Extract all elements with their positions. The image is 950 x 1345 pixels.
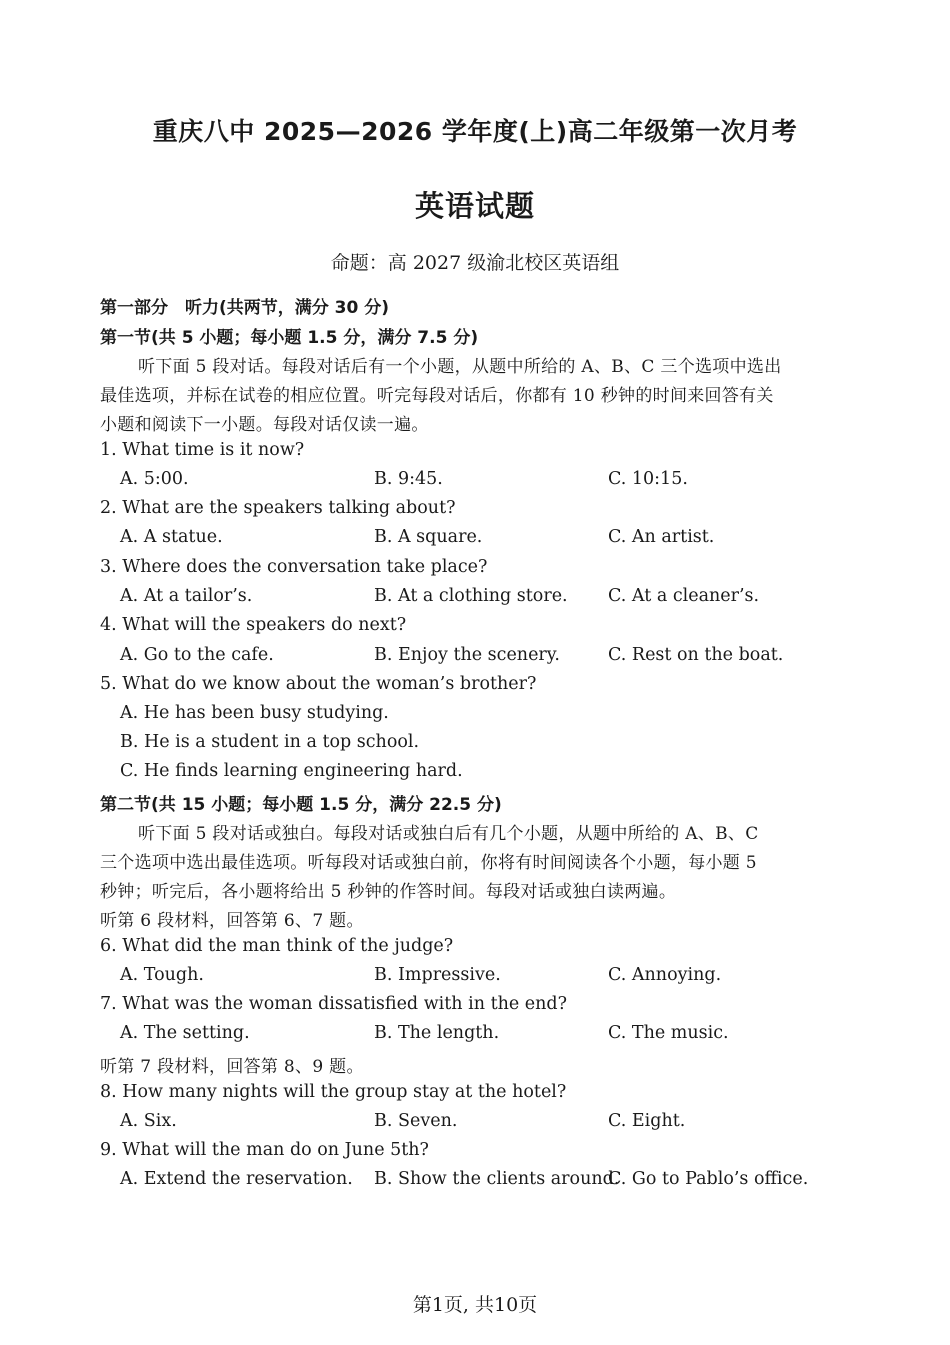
option-b: B. He is a student in a top school. (120, 732, 420, 752)
option-b: B. Enjoy the scenery. (374, 645, 560, 665)
author-line: 命题：高 2027 级渝北校区英语组 (330, 252, 620, 274)
option-b: B. 9:45. (374, 469, 443, 489)
page-number: 第1页, 共10页 (412, 1294, 538, 1316)
question-stem: 9. What will the man do on June 5th? (100, 1140, 429, 1160)
option-a: A. A statue. (120, 527, 223, 547)
section2-heading: 第二节(共 15 小题；每小题 1.5 分，满分 22.5 分) (100, 795, 502, 815)
question-stem: 6. What did the man think of the judge? (100, 936, 454, 956)
material-instruction: 听第 7 段材料，回答第 8、9 题。 (100, 1057, 364, 1077)
question-stem: 2. What are the speakers talking about? (100, 498, 456, 518)
option-a: A. At a tailor’s. (120, 586, 253, 606)
section1-instruction-line: 最佳选项，并标在试卷的相应位置。听完每段对话后，你都有 10 秒钟的时间来回答有关 (100, 386, 774, 406)
option-b: B. Show the clients around. (374, 1169, 620, 1189)
option-b: B. Seven. (374, 1111, 458, 1131)
section2-instruction-line: 三个选项中选出最佳选项。听每段对话或独白前，你将有时间阅读各个小题，每小题 5 (100, 853, 757, 873)
material-instruction: 听第 6 段材料，回答第 6、7 题。 (100, 911, 364, 931)
option-a: A. Tough. (120, 965, 204, 985)
option-c: C. Annoying. (608, 965, 722, 985)
part1-heading: 第一部分 听力(共两节，满分 30 分) (100, 298, 390, 318)
option-b: B. A square. (374, 527, 483, 547)
option-c: C. An artist. (608, 527, 715, 547)
option-c: C. Eight. (608, 1111, 686, 1131)
option-c: C. At a cleaner’s. (608, 586, 760, 606)
option-a: A. Extend the reservation. (120, 1169, 353, 1189)
option-b: B. At a clothing store. (374, 586, 568, 606)
subject-title: 英语试题 (414, 189, 535, 223)
option-c: C. The music. (608, 1023, 729, 1043)
option-c: C. Go to Pablo’s office. (608, 1169, 809, 1189)
school-title: 重庆八中 2025—2026 学年度(上)高二年级第一次月考 (152, 117, 798, 146)
option-b: B. The length. (374, 1023, 500, 1043)
section1-instruction-line: 听下面 5 段对话。每段对话后有一个小题，从题中所给的 A、B、C 三个选项中选出 (138, 357, 782, 377)
section2-instruction-line: 听下面 5 段对话或独白。每段对话或独白后有几个小题，从题中所给的 A、B、C (138, 824, 759, 844)
option-a: A. He has been busy studying. (120, 703, 389, 723)
question-stem: 4. What will the speakers do next? (100, 615, 407, 635)
section1-heading: 第一节(共 5 小题；每小题 1.5 分，满分 7.5 分) (100, 328, 479, 348)
question-stem: 1. What time is it now? (100, 440, 305, 460)
section2-instruction-line: 秒钟；听完后，各小题将给出 5 秒钟的作答时间。每段对话或独白读两遍。 (100, 882, 677, 902)
option-a: A. Six. (120, 1111, 177, 1131)
option-c: C. He finds learning engineering hard. (120, 761, 463, 781)
question-stem: 8. How many nights will the group stay at the hotel? (100, 1082, 567, 1102)
section1-instruction-line: 小题和阅读下一小题。每段对话仅读一遍。 (100, 415, 429, 435)
question-stem: 3. Where does the conversation take place? (100, 557, 488, 577)
option-c: C. 10:15. (608, 469, 688, 489)
option-b: B. Impressive. (374, 965, 501, 985)
option-a: A. Go to the cafe. (120, 645, 274, 665)
question-stem: 5. What do we know about the woman’s brother? (100, 674, 537, 694)
question-stem: 7. What was the woman dissatisfied with in the end? (100, 994, 568, 1014)
option-a: A. 5:00. (120, 469, 189, 489)
option-c: C. Rest on the boat. (608, 645, 784, 665)
option-a: A. The setting. (120, 1023, 250, 1043)
